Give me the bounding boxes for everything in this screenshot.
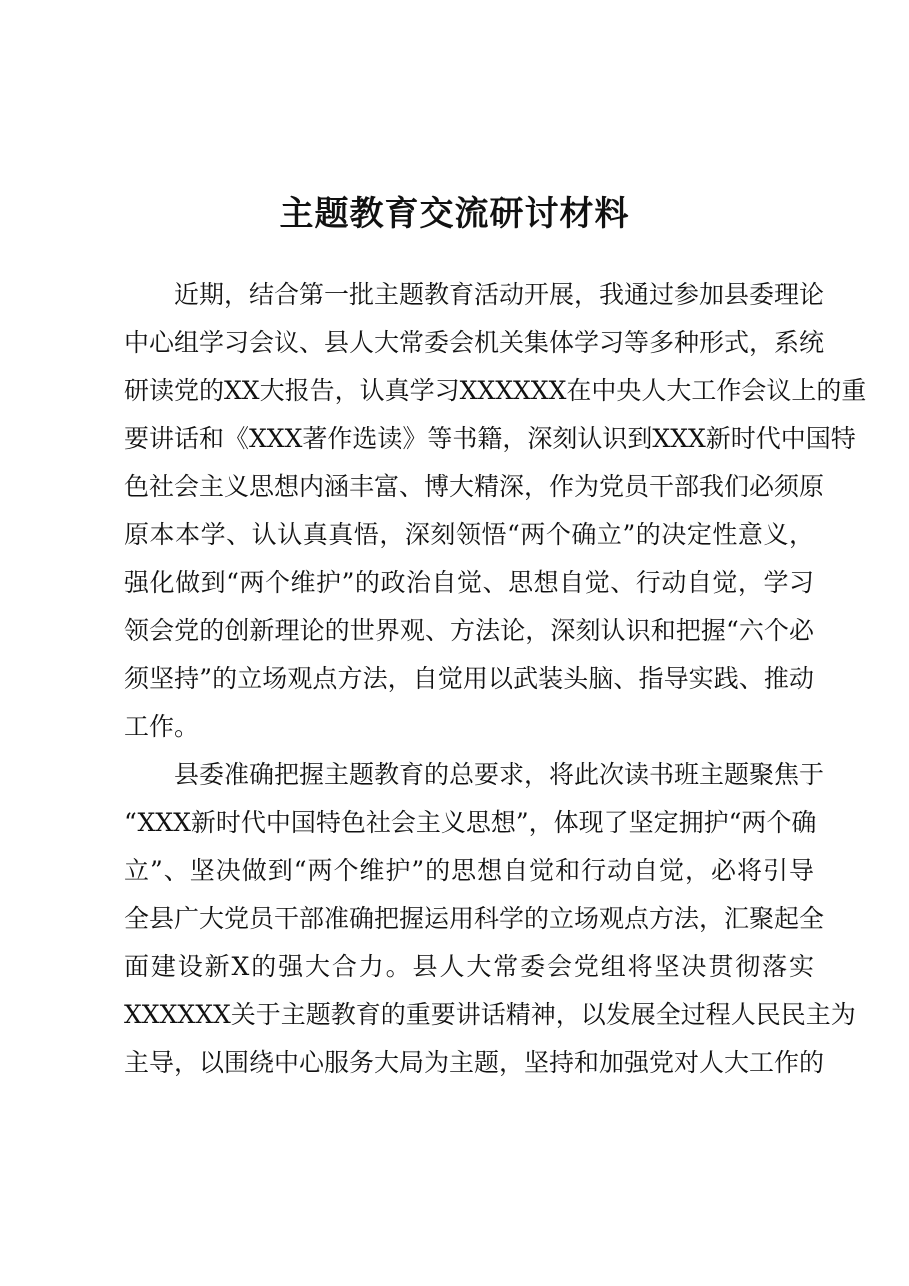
paragraph-line: 原本本学、认认真真悟，深刻领悟“两个确立”的决定性意义， [124, 520, 814, 549]
paragraph-line: 色社会主义思想内涵丰富、博大精深，作为党员干部我们必须原 [124, 472, 825, 501]
paragraph-line: 面建设新X的强大合力。县人大常委会党组将坚决贯彻落实 [124, 952, 814, 981]
paragraph-line: 强化做到“两个维护”的政治自觉、思想自觉、行动自觉，学习 [124, 568, 814, 597]
paragraph-line: 须坚持”的立场观点方法，自觉用以武装头脑、指导实践、推动 [124, 664, 814, 693]
paragraph-line: “XXX新时代中国特色社会主义思想”，体现了坚定拥护“两个确 [124, 808, 817, 837]
paragraph-line: 主导，以围绕中心服务大局为主题，坚持和加强党对人大工作的 [124, 1048, 825, 1077]
document-title: 主题教育交流研讨材料 [279, 194, 630, 234]
paragraph-line: 全县广大党员干部准确把握运用科学的立场观点方法，汇聚起全 [124, 904, 825, 933]
paragraph-line: 领会党的创新理论的世界观、方法论，深刻认识和把握“六个必 [124, 616, 814, 645]
paragraph-line: 要讲话和《XXX著作选读》等书籍，深刻认识到XXX新时代中国特 [124, 424, 856, 453]
paragraph-line: 研读党的XX大报告，认真学习XXXXXX在中央人大工作会议上的重 [124, 376, 867, 405]
paragraph-1 [124, 271, 867, 751]
paragraph-line: 中心组学习会议、县人大常委会机关集体学习等多种形式，系统 [124, 328, 825, 357]
paragraph-line: 工作。 [124, 712, 200, 741]
paragraph-line: 近期，结合第一批主题教育活动开展，我通过参加县委理论 [174, 280, 825, 309]
paragraph-line: 县委准确把握主题教育的总要求，将此次读书班主题聚焦于 [174, 760, 825, 789]
paragraph-line: XXXXXX关于主题教育的重要讲话精神，以发展全过程人民民主为 [124, 1000, 856, 1029]
paragraph-line: 立”、坚决做到“两个维护”的思想自觉和行动自觉，必将引导 [124, 856, 814, 885]
paragraph-2 [124, 751, 856, 1087]
